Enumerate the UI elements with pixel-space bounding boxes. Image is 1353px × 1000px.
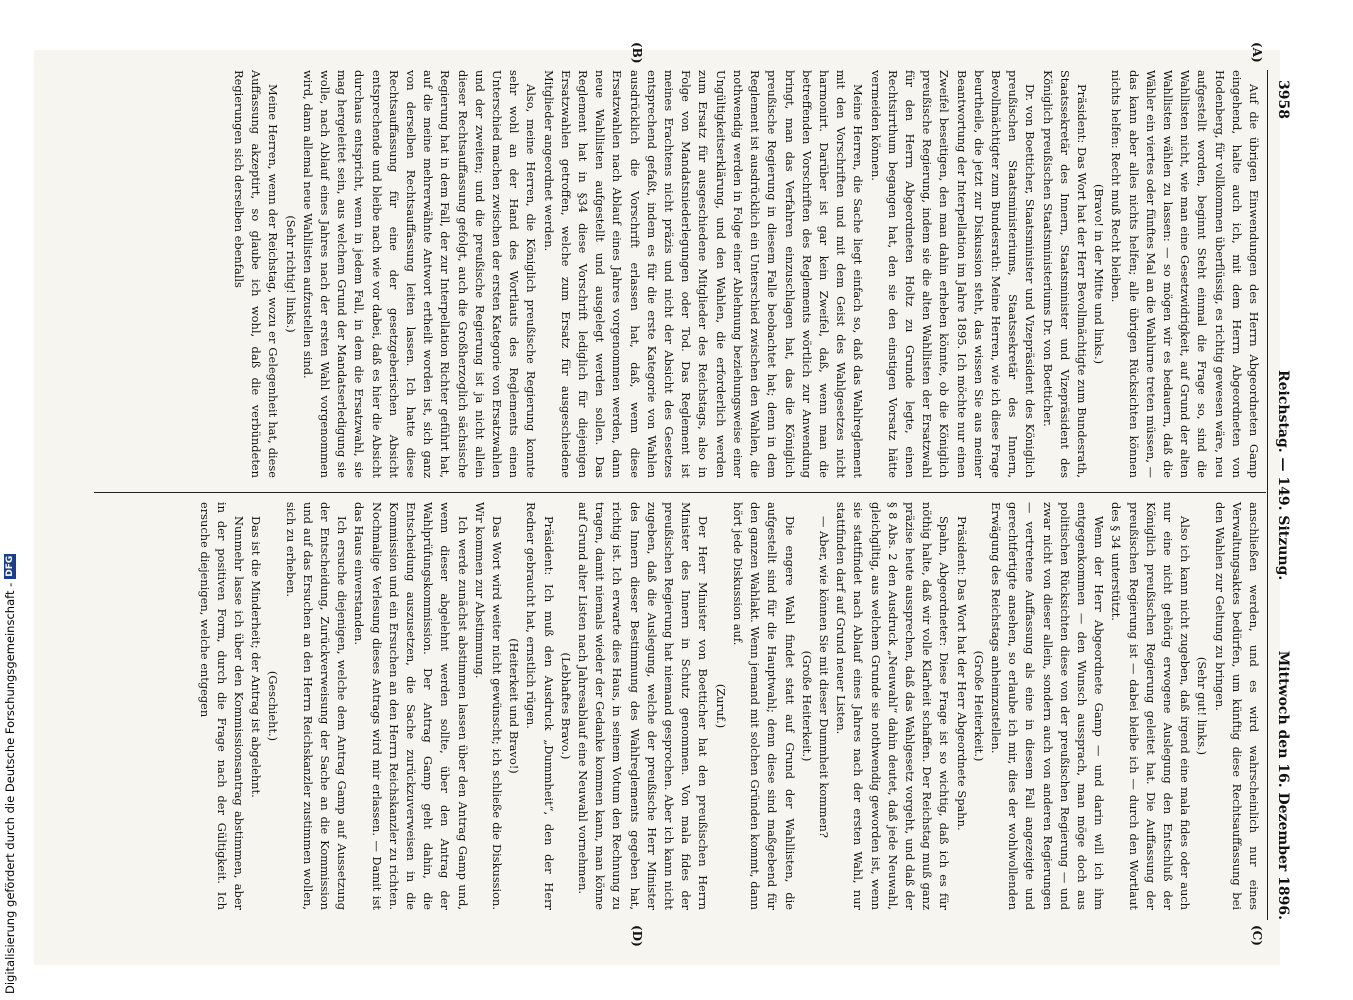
margin-marker-c: (C)	[1250, 925, 1264, 946]
session-title: Reichstag. — 149. Sitzung.	[1275, 370, 1291, 581]
paragraph: anschließen werden, und es wird wahrscheinlich nur eines Verwaltungsaktes bedürfen, um künftig diese Rechtsauffassung bei den Wahlen zur Geltung zu bringen.	[1212, 502, 1261, 910]
right-column	[195, 502, 1262, 910]
page-header	[1270, 70, 1294, 920]
dfg-logo: DFG	[5, 555, 15, 577]
interjection: (Bravo! in der Mitte und links.)	[1092, 183, 1107, 365]
header-rule	[1267, 70, 1268, 920]
interjection: (Geschieht.)	[266, 670, 281, 742]
paragraph: Präsident: Ich muß den Ausdruck „Dummheit“, den der Herr Redner gebraucht hat, ernstlich rügen.	[524, 502, 556, 910]
interjection: (Sehr gut! links.)	[1195, 656, 1210, 756]
paragraph: Meine Herren, die Sache liegt einfach so, daß das Wahlreglement mit den Vorschriften und mit dem Geist des Wahlgesetzes nicht harmonirt. Darüber ist gar kein Zweifel, daß, wenn man die betreffenden Vorschriften des Reglements wörtlich zur Anwendung bringt, man das Verfahren einzuschlagen hat, das die Königlich preußische Regierung in diesem Falle beobachtet hat; denn in dem Reglement ist ausdrücklich ein Unterschied zwischen den Wahlen, die nothwendig werden in Folge einer Ablehnung beziehungsweise einer Ungültigkeitserklärung, und den Wahlen, die erforderlich werden zum Ersatz für ausgeschiedene Mitglieder des Reichstags, also in Folge von Mandatsniederlegungen oder Tod. Das Reglement ist meines Erachtens nicht präzis und nicht der Absicht des Gesetzes entsprechend gefaßt, indem es für die erste Kategorie von Wahlen ausdrücklich die Vorschrift erlassen hat, daß, wenn diese Ersatzwahlen nach Ablauf eines Jahres vorgenommen werden, dann neue Wahllisten aufgestellt und ausgelegt werden sollen. Das Reglement hat in §34 diese Vorschrift lediglich für diejenigen Ersatzwahlen getroffen, welche zum Ersatz für ausgeschiedene Mitglieder angeordnet werden.	[541, 70, 866, 478]
paragraph: Also, meine Herren, die Königlich preußische Regierung konnte sehr wohl an der Hand des Wortlauts des Reglements einen Unterschied machen zwischen der ersten Kategorie von Ersatzwahlen und der zweiten; und die preußische Regierung ist ja nicht allein dieser Rechtsauffassung gefolgt, auch die Großherzoglich sächsische Regierung hat in dem Fall, der zur Interpellation Richter geführt hat, auf die meine mehrerwähnte Antwort ertheilt worden ist, sich ganz von derselben Rechtsauffassung leiten lassen. Ich hatte diese Rechtsauffassung für eine der gesetzgeberischen Absicht entsprechende und bleibe nach wie vor dabei, daß es hier die Absicht durchaus entspricht, wenn in jedem Fall, in dem die Ersatzwahl, sie mag hergeleitet sein, aus welchem Grund der Mandatserledigung sie wolle, nach Ablauf eines Jahres nach der ersten Wahl vorgenommen wird, dann allemal neue Wahllisten aufzustellen sind.	[300, 70, 539, 478]
interjection: (Große Heiterkeit.)	[971, 650, 986, 762]
paragraph: Das ist die Minderheit; der Antrag ist abgelehnt.	[249, 516, 264, 798]
page-number: 3958	[1275, 80, 1291, 119]
paragraph: Wenn der Herr Abgeordnete Gamp — und darin will ich ihm entgegenkommen — den Wunsch aussprach, man möge doch aus politischen Rücksichten diese von der preußischen Regierung — und zwar nicht von dieser allein, sondern auch von anderen Regierungen — vertretene Auffassung als eine in diesem Fall angezeigte und gerechtfertigte ansehen, so erlaube ich mir, dies der wohlwollenden Erwägung des Reichstags anheimzustellen.	[988, 502, 1107, 910]
interjection: (Heiterkeit und Bravo!)	[507, 638, 522, 774]
credit-text: Digitalisierung gefördert durch die Deutsche Forschungsgemeinschaft -	[3, 582, 17, 994]
rotated-page-content	[84, 42, 1294, 947]
margin-marker-d: (D)	[630, 925, 644, 947]
paragraph: Also ich kann nicht zugeben, daß irgend eine mala fides oder auch nur eine nicht gehörig erwogene Auslegung den Entschluß der Königlich preußischen Regierung geleitet hat. Die Auffassung der preußischen Regierung ist — dabei bleibe ich — durch den Wortlaut des § 34 unterstützt.	[1109, 502, 1193, 910]
paragraph: Der Herr Minister von Boetticher hat den preußischen Herrn Minister des Innern in Schutz genommen. Von mala fides der preußischen Regierung hat niemand gesprochen. Aber ich kann nicht zugeben, daß die Auslegung, welche der preußische Herr Minister des Innern dieser Bestimmung des Wahlreglements gegeben hat, richtig ist. Ich erwarte dies Haus, in seinem Votum den Rechnung zu tragen, damit niemals wieder der Gedanke kommen kann, man könne auf Grund alter Listen nach Jahresablauf eine Neuwahl vornehmen.	[576, 502, 711, 910]
margin-marker-b: (B)	[630, 42, 644, 64]
paragraph: Die engere Wahl findet statt auf Grund der Wahllisten, die aufgestellt sind für die Hauptwahl; denn diese sind maßgebend für den ganzen Wahlakt. Wenn jemand mit solchen Gründen kommt, dann hört jede Diskussion auf.	[730, 502, 797, 910]
paragraph: Meine Herren, wenn der Reichstag, wozu er Gelegenheit hat, diese Auffassung akzeptirt, so glaube ich wohl, daß die verbündeten Regierungen sich derselben ebenfalls	[232, 70, 281, 478]
paragraph: Dr. von Boetticher, Staatsminister und Vizepräsident des Königlich preußischen Staatsministeriums, Staatssekretär des Innern, Bevollmächtigter zum Bundesrath: Meine Herren, wie ich diese Frage beurtheile, die jetzt zur Diskussion steht, das wissen Sie aus meiner Beantwortung der Interpellation im Jahre 1895. Ich möchte nur einen Zweifel beseitigen, den man dahin erheben könnte, ob die Königlich preußische Regierung, indem sie die alten Wahllisten der Ersatzwahl für den Herrn Abgeordneten Holtz zu Grunde legte, einen Rechtsirrthum begangen hat, den sie den einstigen Vorsatz hätte vermeiden können.	[868, 70, 1038, 478]
paragraph: Spahn, Abgeordneter: Diese Frage ist so wichtig, daß ich es für nöthig halte, daß wir volle Klarheit schaffen. Der Reichstag muß ganz präzise heute aussprechen, daß das Wahlgesetz vorgeht, und daß der § 8 Abs. 2 den Ausdruck „Neuwahl“ dahin deutet, daß jede Neuwahl, gleichgiltig, aus welchem Grunde sie nothwendig geworden ist, wenn sie stattfindet nach Ablauf eines Jahres nach der ersten Wahl, nur stattfinden darf auf Grund neuer Listen.	[834, 502, 952, 910]
interjection: (Sehr richtig! links.)	[283, 215, 298, 333]
paragraph: Ich ersuche diejenigen, welche dem Antrag Gamp auf Aussetzung der Entscheidung, Zurückverweisung der Sache an die Kommission und auf das Ersuchen an den Herrn Reichskanzler zustimmen wollen, sich zu erheben.	[283, 502, 350, 910]
digitization-credit	[2, 555, 18, 994]
column-divider	[94, 492, 1266, 493]
paragraph: Präsident: Das Wort hat der Herr Bevollmächtigte zum Bundesrath, Staatssekretär des Innern, Staatsminister und Vizepräsident des Königlich preußischen Staatsministeriums Dr. von Boetticher.	[1040, 70, 1089, 478]
session-date: Mittwoch den 16. Dezember 1896.	[1275, 650, 1291, 920]
interjection: (Zuruf.)	[713, 683, 728, 729]
interjection: (Große Heiterkeit.)	[799, 650, 814, 762]
margin-marker-a: (A)	[1250, 42, 1264, 63]
paragraph: Nunmehr lasse ich über den Kommissionsantrag abstimmen, aber in der positiven Form, durch die Frage nach der Gültigkeit. Ich ersuche diejenigen, welche entgegen	[197, 502, 247, 910]
paragraph: Auf die übrigen Einwendungen des Herrn Abgeordneten Gamp eingehend, halte auch ich, mit dem Herrn Abgeordneten von Hodenberg, für vollkommen überflüssig, es richtig gewesen wäre, neu aufgestellt worden, beginnt Steht einmal die Frage so, sind die Wahllisten nicht, wie man eine Gesetzwidrigkeit, auf Grund der alten Wahllisten wählen zu lassen: — so mögen wir es bedauern, daß die Wähler ein viertes oder fünftes Mal an die Wahlurne treten müssen, — das kann aber alles nichts helfen; alle übrigen Rücksichten können nichts helfen: Recht muß Recht bleiben.	[1109, 70, 1261, 478]
paragraph: Präsident: Das Wort hat der Herr Abgeordnete Spahn.	[954, 516, 969, 831]
paragraph: Ich werde zunächst abstimmen lassen über den Antrag Gamp und, wenn dieser abgelehnt werden sollte, über den Antrag der Wahlprüfungskommission. Der Antrag Gamp geht dahin, die Entscheidung auszusetzen, die Sache zurückzuverweisen in die Kommission und ein Ersuchen an den Herrn Reichskanzler zu richten. Nochmalige Verlesung dieses Antrags wird mir erlassen. — Damit ist das Haus einverstanden.	[352, 502, 470, 910]
left-column	[230, 70, 1262, 478]
paragraph: — Aber, wie können Sie mit dieser Dummheit kommen?	[816, 516, 831, 838]
interjection: (Lebhaftes Bravo.)	[558, 652, 573, 760]
paragraph: Das Wort wird weiter nicht gewünscht; ich schließe die Diskussion. Wir kommen zur Abstimmung.	[472, 502, 505, 910]
